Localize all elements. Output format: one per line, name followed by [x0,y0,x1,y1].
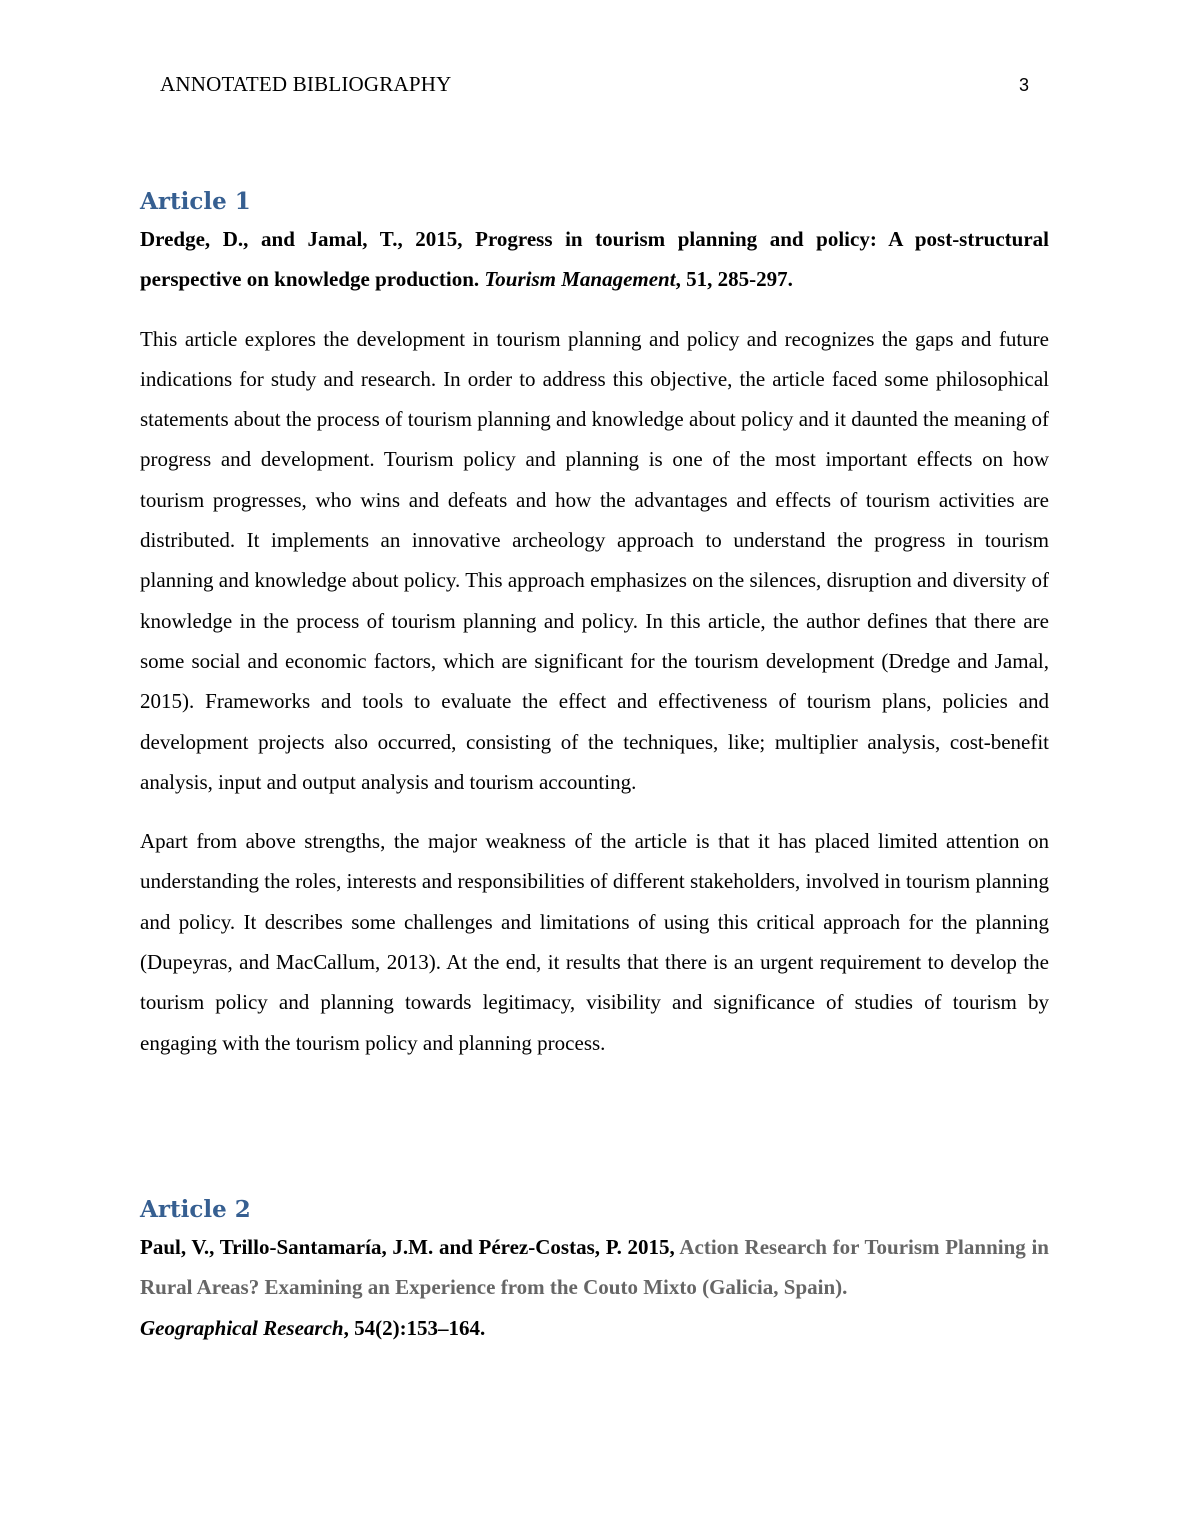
article-1-citation [140,219,1049,300]
article-2-section [140,1195,1049,1348]
article-2-heading: Article 2 [140,1196,251,1223]
article-1-citation-details: , 51, 285-297. [675,267,793,292]
article-1-section [140,187,1049,1063]
article-1-summary-paragraph: This article explores the development in tourism planning and policy and recognizes the gaps and future indications for study and research. In order to address this objective, the article faced some philosophical statements about the process of tourism planning and knowledge about policy and it daunted the meaning of progress and development. Tourism policy and planning is one of the most important effects on how tourism progresses, who wins and defeats and how the advantages and effects of tourism activities are distributed. It implements an innovative archeology approach to understand the progress in tourism planning and knowledge about policy. This approach emphasizes on the silences, disruption and diversity of knowledge in the process of tourism planning and policy. In this article, the author defines that there are some social and economic factors, which are significant for the tourism development (Dredge and Jamal, 2015). Frameworks and tools to evaluate the effect and effectiveness of tourism plans, policies and development projects also occurred, consisting of the techniques, like; multiplier analysis, cost-benefit analysis, input and output analysis and tourism accounting. [140,326,1049,794]
article-1-citation-main: Dredge, D., and Jamal, T., 2015, Progress in tourism planning and policy: A post-structural perspective on knowledge production. [140,227,1049,292]
article-2-citation [140,1227,1049,1348]
article-1-evaluation-paragraph: Apart from above strengths, the major weakness of the article is that it has placed limited attention on understanding the roles, interests and responsibilities of different stakeholders, involved in tourism planning and policy. It describes some challenges and limitations of using this critical approach for the planning (Dupeyras, and MacCallum, 2013). At the end, it results that there is an urgent requirement to develop the tourism policy and planning towards legitimacy, visibility and significance of studies of tourism by engaging with the tourism policy and planning process. [140,829,1049,1055]
article-1-heading: Article 1 [140,188,251,215]
article-2-title: Action Research for Tourism Planning in Rural Areas? Examining an Experience from the Couto Mixto (Galicia, Spain). [140,1235,1049,1300]
article-2-journal: Geographical Research [140,1315,344,1340]
article-1-journal: Tourism Management [484,267,676,292]
page-number: 3 [1019,75,1030,95]
article-2-authors: Paul, V., Trillo-Santamaría, J.M. and Pérez-Costas, P. 2015, [140,1235,680,1259]
article-2-citation-details: , 54(2):153–164. [343,1315,486,1340]
running-header-title: ANNOTATED BIBLIOGRAPHY [160,72,452,96]
